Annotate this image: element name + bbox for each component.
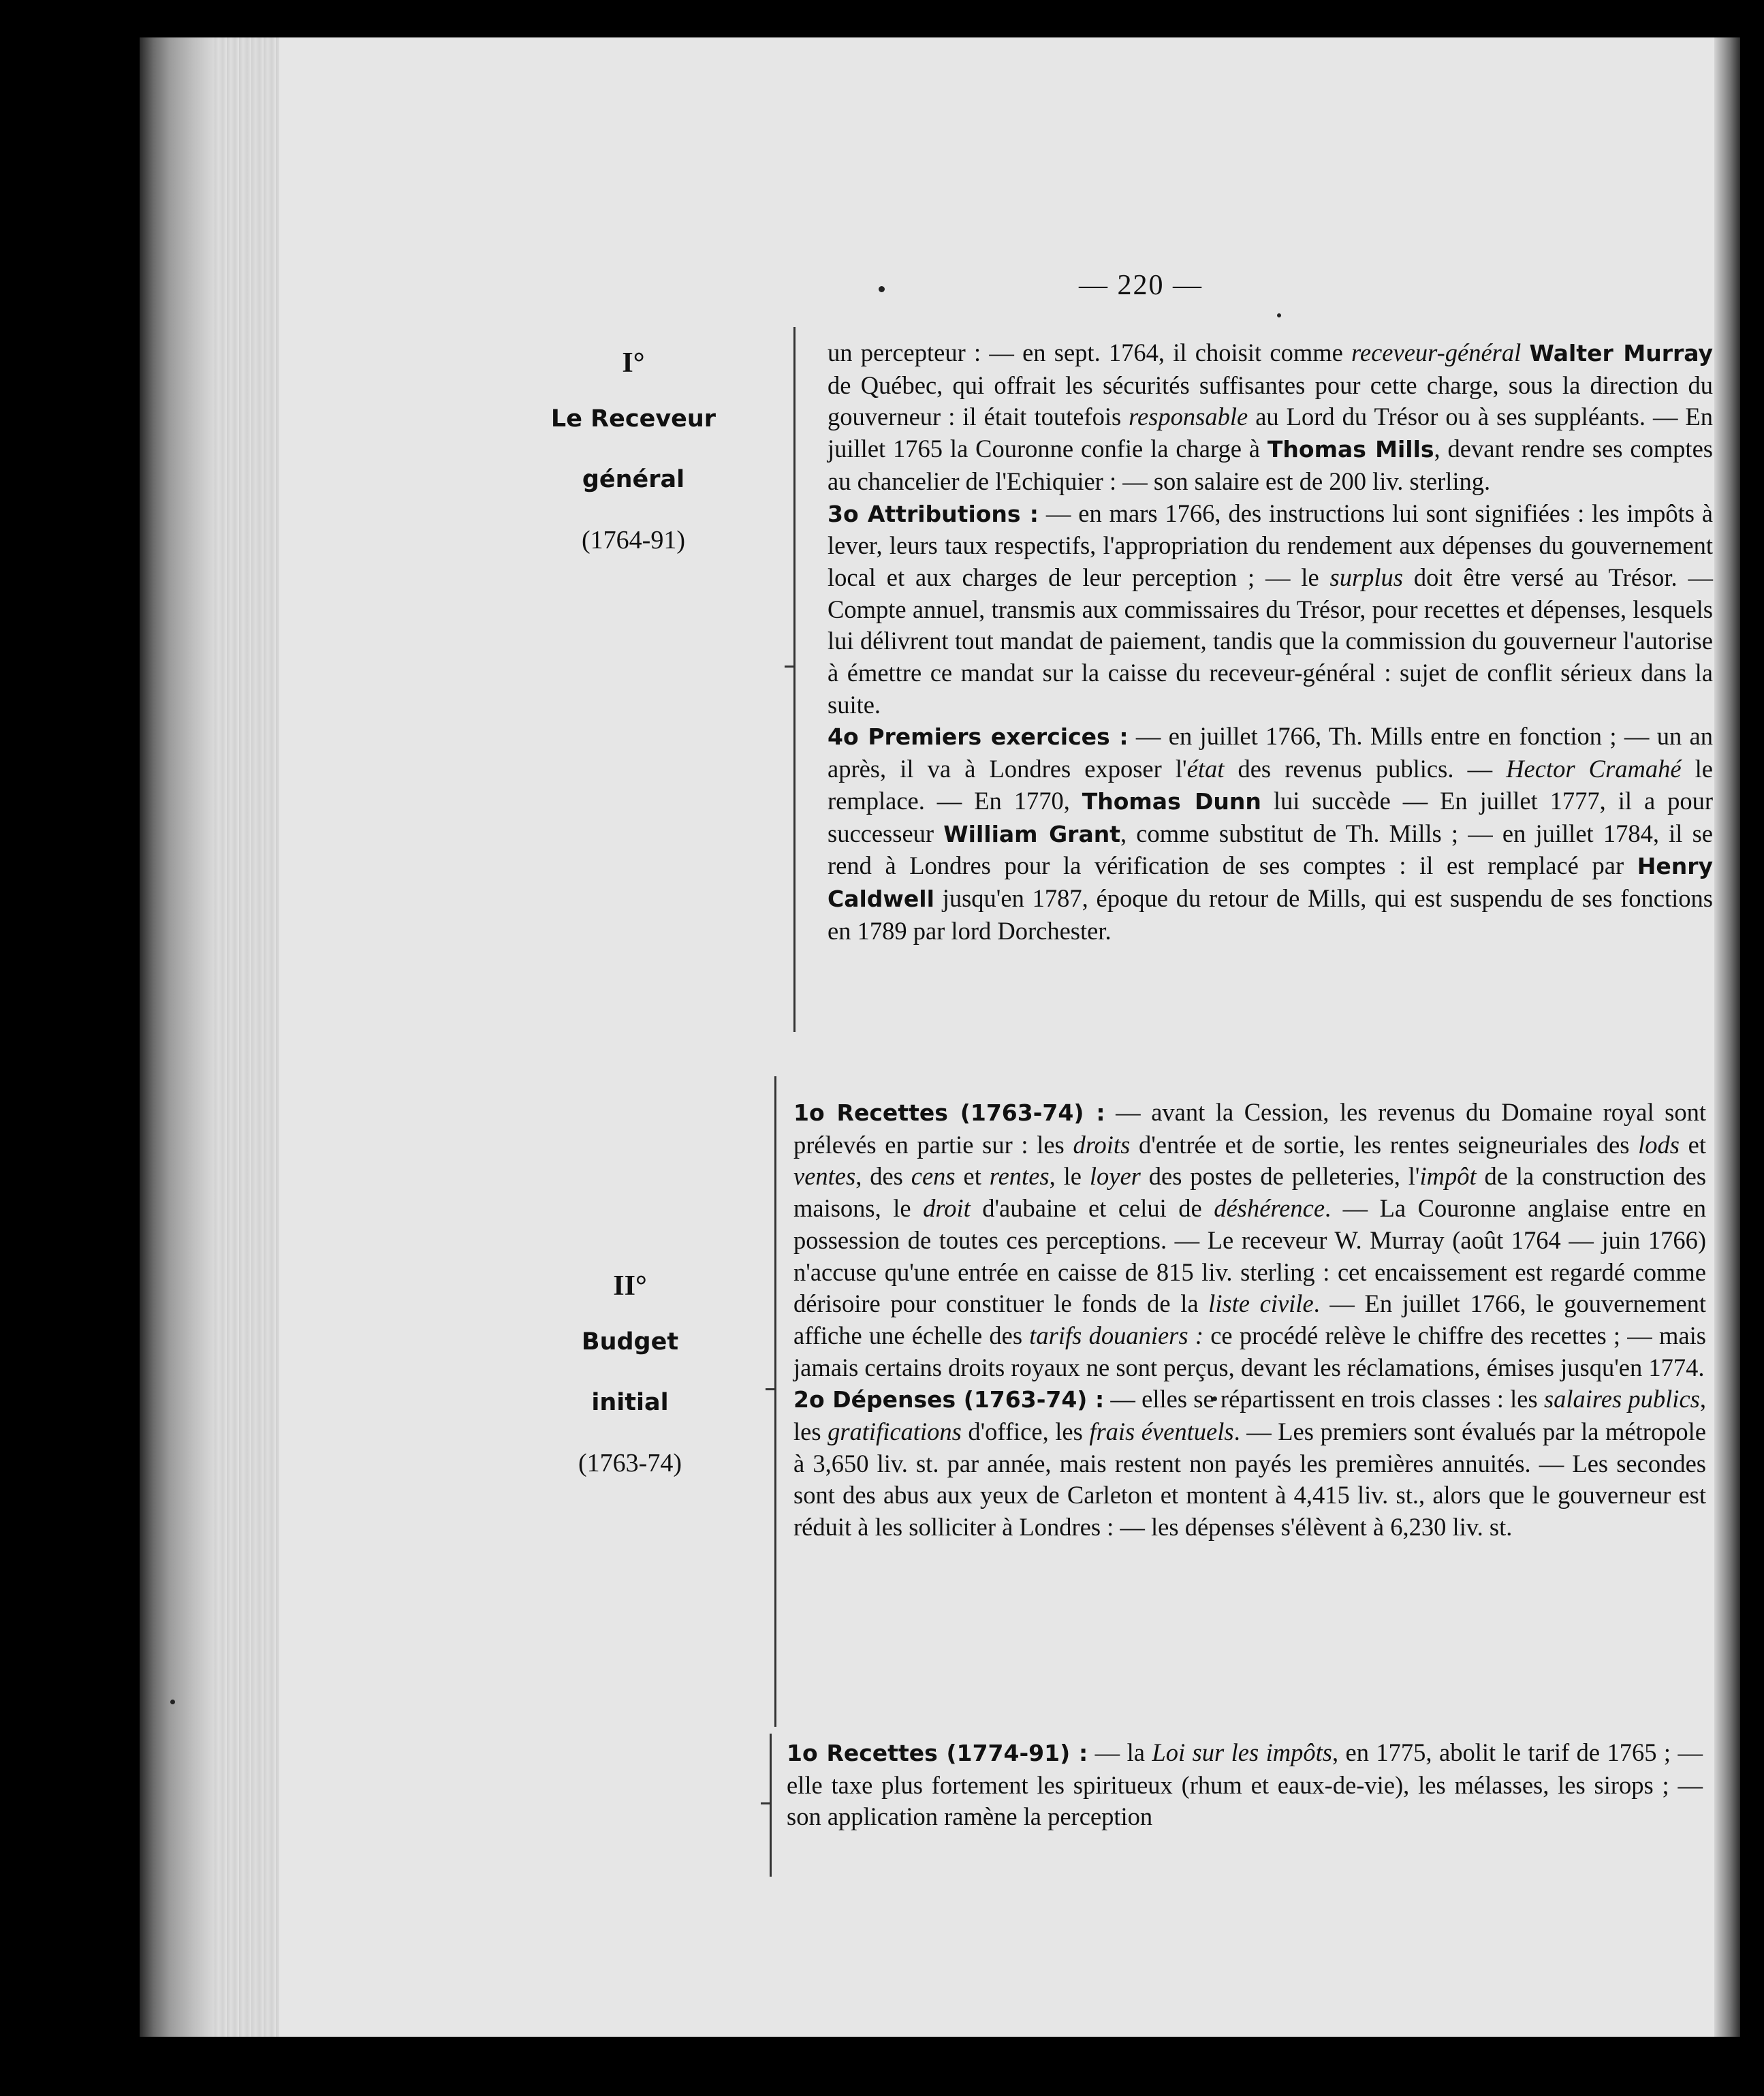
person-name: Thomas Mills [1267,436,1434,463]
scanned-page [140,37,1740,2037]
person-name: Walter Murray [1529,340,1714,366]
person-name: William Grant [943,820,1120,847]
subsection-heading: 2o Dépenses (1763-74) : [793,1386,1105,1413]
paragraph: 1o Recettes (1774-91) : — la Loi sur les impôts, en 1775, abolit le tarif de 1765 ; — elle taxe plus fortement les spiritueux (rhum et eaux-de-vie), les mélasses, les sirops ; — son application ramène la perception [787,1738,1703,1831]
section-1-heading [541,347,725,555]
section-2-roman: II° [613,1270,647,1302]
speck [170,1700,175,1704]
section-1-title-line2: général [582,465,685,493]
section-1-roman: I° [622,347,645,379]
section-2-title-line1: Budget [581,1328,679,1356]
speck [1277,313,1281,317]
subsection-heading: 1o Recettes (1774-91) : [787,1740,1088,1766]
brace-section-1 [793,327,802,1032]
paragraph: 3o Attributions : — en mars 1766, des instructions lui sont signifiées : les impôts à lever, leurs taux respectifs, l'appropriation du rendement aux dépenses du gouvernement local et aux charges de leur perception ; — le surplus doit être versé au Trésor. — Compte annuel, transmis aux commissaires du Trésor, pour recettes et dépenses, lesquels lui délivrent tout mandat de paiement, tandis que la commission du gouverneur l'autorise à émettre ce mandat sur la caisse du receveur-général : sujet de conflit sérieux dans la suite. [828,499,1713,719]
page-edge-lines [215,37,279,2037]
book-binding-shadow [140,37,215,2037]
section-1-text [828,337,1713,947]
section-1-dates: (1764-91) [582,526,685,555]
paragraph: 2o Dépenses (1763-74) : — elles se répartissent en trois classes : les salaires publics, les gratifications d'office, les frais éventuels. — Les premiers sont évalués par la métropole à 3,650 liv. st. par année, mais restent non payés les premières annuités. — Les secondes sont des abus aux yeux de Carleton et montent à 4,415 liv. st., alors que le gouverneur est réduit à les solliciter à Londres : — les dépenses s'élèvent à 6,230 liv. st. [793,1385,1706,1542]
paragraph: 4o Premiers exercices : — en juillet 1766, Th. Mills entre en fonction ; — un an après, il va à Londres exposer l'état des revenus publics. — Hector Cramahé le remplace. — En 1770, Thomas Dunn lui succède — En juillet 1777, il a pour successeur William Grant, comme substitut de Th. Mills ; — en juillet 1784, il se rend à Londres pour la vérification de ses comptes : il est remplacé par Henry Caldwell jusqu'en 1787, époque du retour de Mills, qui est suspendu de ses fonctions en 1789 par lord Dorchester. [828,722,1713,945]
brace-section-3 [770,1734,778,1877]
section-2-title-line2: initial [591,1388,669,1416]
subsection-heading: 4o Premiers exercices : [828,723,1129,751]
speck [879,286,885,292]
person-name: Henry Caldwell [828,853,1713,912]
section-2-heading [538,1270,722,1478]
section-3-text [787,1737,1703,1833]
section-2-text [793,1097,1706,1544]
page-number: — 220 — [1079,270,1203,301]
right-page-edge [1714,37,1740,2037]
subsection-heading: 1o Recettes (1763-74) : [793,1099,1105,1126]
brace-section-2 [774,1076,783,1727]
subsection-heading: 3o Attributions : [828,500,1039,527]
paragraph: 1o Recettes (1763-74) : — avant la Cession, les revenus du Domaine royal sont prélevés en partie sur : les droits d'entrée et de sortie, les rentes seigneuriales des lods et ventes, des cens et rentes, le loyer des postes de pelleteries, l'impôt de la construction des maisons, le droit d'aubaine et celui de déshérence. — La Couronne anglaise entre en possession de toutes ces perceptions. — Le receveur W. Murray (août 1764 — juin 1766) n'accuse qu'une entrée en caisse de 815 liv. sterling : cet encaissement est regardé comme dérisoire pour constituer le fonds de la liste civile. — En juillet 1766, le gouvernement affiche une échelle des tarifs douaniers : ce procédé relève le chiffre des recettes ; — mais jamais certains droits royaux ne sont perçus, devant les réclamations, émises jusqu'en 1774. [793,1098,1707,1381]
person-name: Thomas Dunn [1082,787,1261,815]
paragraph: un percepteur : — en sept. 1764, il choisit comme receveur-général Walter Murray de Québec, qui offrait les sécurités suffisantes pour cette charge, sous la direction du gouverneur : il était toutefois responsable au Lord du Trésor ou à ses suppléants. — En juillet 1765 la Couronne confie la charge à Thomas Mills, devant rendre ses comptes au chancelier de l'Echiquier : — son salaire est de 200 liv. sterling. [828,339,1714,495]
section-1-title-line1: Le Receveur [550,405,716,433]
section-2-dates: (1763-74) [578,1449,682,1478]
